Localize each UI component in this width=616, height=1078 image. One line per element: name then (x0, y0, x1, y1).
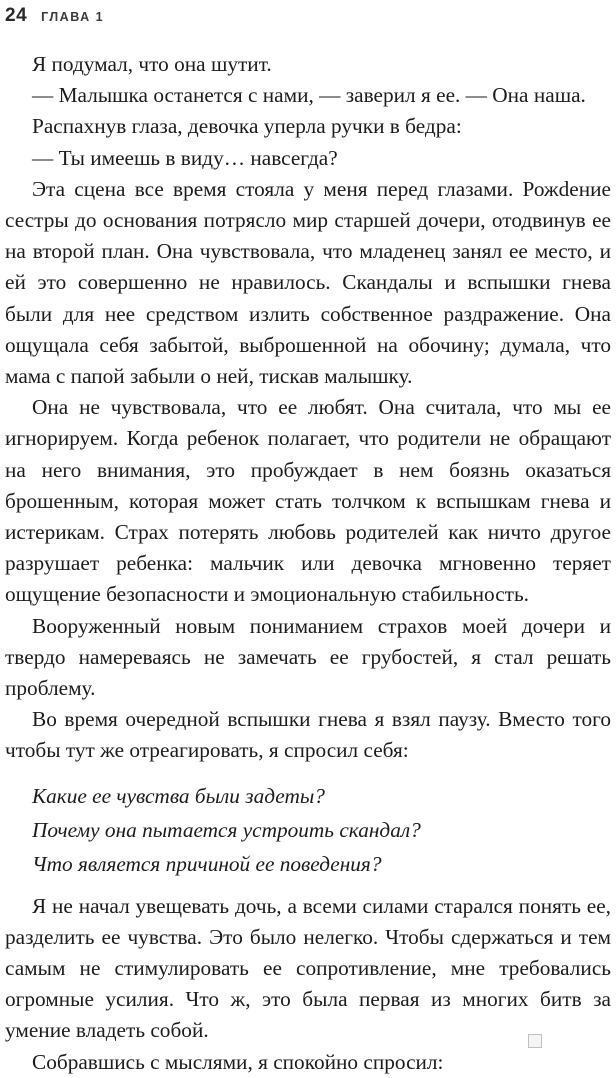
question-item: Какие ее чувства были задеты? (32, 783, 325, 808)
resize-handle[interactable] (528, 1034, 542, 1048)
paragraph: Собравшись с мыслями, я спокойно спросил: (32, 1049, 444, 1074)
page-number: 24 (5, 5, 28, 26)
question-list (5, 780, 611, 880)
question-item: Что является причиной ее поведения? (32, 851, 382, 876)
paragraph: Эта сцена все время стояла у меня перед глазами. Рожdение сестры до основания потрясло мир старшей дочери, отодвинув ее на второй план. Она чувствовала, что младенец занял ее место, и ей это совершенно не нравилось. Скандалы и вспышки гнева были для нее средством излить собственное раздражение. Она ощущала себя забытой, выброшенной на обочину; думала, что мама с папой забыли о ней, тискав малышку. (5, 176, 611, 389)
paragraph: — Малышка останется с нами, — заверил я ее. — Она наша. (32, 83, 586, 108)
paragraph: Она не чувствовала, что ее любят. Она считала, что мы ее игнорируем. Когда ребенок полагает, что родители не обращают на него внимания, это пробуждает в нем боязнь оказаться брошенным, которая может стать толчком к вспышкам гнева и истерикам. Страх потерять любовь родителей как ничто другое разрушает ребенка: мальчик или девочка мгновенно теряет ощущение безопасности и эмоциональную стабильность. (5, 395, 611, 607)
paragraph: Вооруженный новым пониманием страхов моей дочери и твердо намереваясь не замечать ее грубостей, я стал решать проблему. (5, 613, 611, 701)
paragraph: Я не начал увещевать дочь, а всеми силами старался понять ее, разделить ее чувства. Это было нелегко. Чтобы сдержаться и тем самым не стимулировать ее сопротивление, мне требовались огромные усилия. Что ж, это была первая из многих битв за умение владеть собой. (5, 893, 611, 1043)
paragraph: Я подумал, что она шутит. (32, 52, 272, 76)
body-text (5, 49, 611, 1078)
question-item: Почему она пытается устроить скандал? (32, 817, 421, 842)
paragraph: Распахнув глаза, девочка уперла ручки в бедра: (32, 114, 462, 139)
chapter-label: ГЛАВА 1 (41, 10, 105, 24)
running-header (5, 5, 104, 29)
paragraph: Во время очередной вспышки гнева я взял паузу. Вместо того чтобы тут же отреагировать, я спросил себя: (5, 707, 611, 763)
paragraph: — Ты имеешь в виду… навсегда? (32, 145, 338, 170)
